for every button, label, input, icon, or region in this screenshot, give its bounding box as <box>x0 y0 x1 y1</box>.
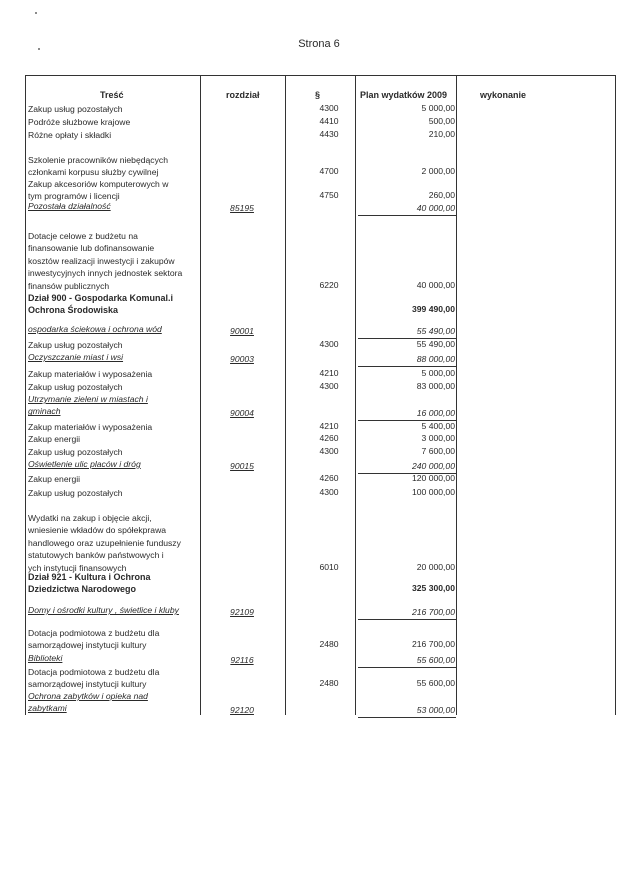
row-description-line: Zakup energii <box>28 434 81 444</box>
row-description-line: ych instytucji finansowych <box>28 562 127 573</box>
col-divider <box>25 75 26 715</box>
row-description-line: tym programów i licencji <box>28 191 120 202</box>
row-plan-value: 216 700,00 <box>411 639 455 650</box>
row-description-line: Zakup usług pozostałych <box>28 382 123 392</box>
row-plan-value: 55 490,00 <box>416 326 455 336</box>
row-plan-value: 88 000,00 <box>416 354 455 364</box>
speck <box>38 48 40 50</box>
row-description-line: handlowego oraz uzupełnienie funduszy <box>28 537 181 548</box>
row-rozdzial: 90015 <box>230 461 254 471</box>
col-header-paragraf: § <box>315 90 321 100</box>
col-header-rozdzial: rozdział <box>226 90 260 100</box>
row-description-line: Dotacje celowe z budżetu na <box>28 231 138 241</box>
row-plan-value: 2 000,00 <box>421 166 455 177</box>
row-plan-value: 7 600,00 <box>421 446 455 456</box>
row-paragraf: 2480 <box>319 678 339 689</box>
row-description-line: Ochrona zabytków i opieka nad <box>28 691 148 701</box>
row-paragraf: 4210 <box>319 421 339 431</box>
row-description-line: Zakup akcesoriów komputerowych w <box>28 179 169 189</box>
row-plan-value: 16 000,00 <box>416 408 455 419</box>
row-description-line: Podróże służbowe krajowe <box>28 117 131 127</box>
row-plan-value: 55 600,00 <box>416 655 455 665</box>
col-divider <box>456 75 457 715</box>
row-description-line: Biblioteki <box>28 653 63 663</box>
row-description-line: inwestycyjnych innych jednostek sektora <box>28 268 183 279</box>
row-paragraf: 4300 <box>319 103 339 113</box>
row-description-line: Zakup usług pozostałych <box>28 488 123 498</box>
row-plan-value: 260,00 <box>428 190 455 201</box>
row-description-line: Zakup materiałów i wyposażenia <box>28 422 153 432</box>
col-header-plan: Plan wydatków 2009 <box>360 90 448 100</box>
row-description-line: Utrzymanie zieleni w miastach i <box>28 394 148 404</box>
row-plan-value: 20 000,00 <box>416 561 455 572</box>
row-description-line: gminach <box>28 406 61 417</box>
subtotal-underline <box>358 366 456 367</box>
row-plan-value: 83 000,00 <box>416 381 455 391</box>
row-description-line: Dziedzictwa Narodowego <box>28 584 137 595</box>
row-description-line: Pozostała działalność <box>28 201 111 211</box>
row-description-line: Zakup usług pozostałych <box>28 447 123 457</box>
row-description-line: Dotacja podmiotowa z budżetu dla <box>28 628 160 638</box>
row-description-line: finansów publicznych <box>28 280 110 291</box>
row-paragraf: 6010 <box>319 561 339 572</box>
speck <box>35 12 37 14</box>
row-description-line: samorządowej instytucji kultury <box>28 679 147 690</box>
row-description-line: samorządowej instytucji kultury <box>28 640 147 651</box>
row-description-line: Zakup usług pozostałych <box>28 104 123 114</box>
row-paragraf: 4210 <box>319 368 339 378</box>
row-paragraf: 4300 <box>319 487 339 497</box>
row-paragraf: 2480 <box>319 639 339 650</box>
row-description-line: Dział 900 - Gospodarka Komunal.i <box>28 293 174 303</box>
row-paragraf: 4260 <box>319 433 339 443</box>
row-rozdzial: 92116 <box>230 655 254 665</box>
row-plan-value: 55 490,00 <box>416 339 455 349</box>
col-divider <box>615 75 616 715</box>
col-divider <box>285 75 286 715</box>
row-plan-value: 500,00 <box>428 116 455 126</box>
row-description-line: wniesienie wkładów do spółekprawa <box>28 525 167 536</box>
row-plan-value: 100 000,00 <box>411 487 455 497</box>
row-description-line: Zakup energii <box>28 474 81 484</box>
row-description-line: Oczyszczanie miast i wsi <box>28 352 124 362</box>
row-plan-value: 210,00 <box>428 129 455 139</box>
row-rozdzial: 92109 <box>230 607 254 617</box>
row-paragraf: 4300 <box>319 381 339 391</box>
subtotal-underline <box>358 215 456 216</box>
row-description-line: ospodarka ściekowa i ochrona wód <box>28 324 162 334</box>
row-rozdzial: 85195 <box>230 203 254 213</box>
row-plan-value: 5 400,00 <box>421 421 455 431</box>
row-paragraf: 4300 <box>319 446 339 456</box>
subtotal-underline <box>358 667 456 668</box>
row-rozdzial: 92120 <box>230 705 254 716</box>
row-plan-value: 5 000,00 <box>421 103 455 113</box>
row-plan-value: 53 000,00 <box>416 705 455 716</box>
row-rozdzial: 90004 <box>230 408 254 419</box>
row-paragraf: 4260 <box>319 473 339 483</box>
subtotal-underline <box>358 619 456 620</box>
row-plan-value: 5 000,00 <box>421 368 455 378</box>
row-plan-value: 40 000,00 <box>416 203 455 213</box>
row-plan-value: 3 000,00 <box>421 433 455 443</box>
row-description-line: finansowanie lub dofinansowanie <box>28 243 155 254</box>
row-plan-value: 399 490,00 <box>411 304 455 315</box>
row-description-line: Wydatki na zakup i objęcie akcji, <box>28 513 152 523</box>
row-description-line: członkami korpusu służby cywilnej <box>28 167 159 178</box>
row-paragraf: 4430 <box>319 129 339 139</box>
row-paragraf: 6220 <box>319 279 339 290</box>
row-paragraf: 4300 <box>319 339 339 349</box>
row-paragraf: 4410 <box>319 116 339 126</box>
table-top-border <box>25 75 615 76</box>
subtotal-underline <box>358 717 456 718</box>
row-description-line: Ochrona Środowiska <box>28 305 119 316</box>
row-plan-value: 120 000,00 <box>411 473 455 483</box>
row-description-line: Zakup materiałów i wyposażenia <box>28 369 153 379</box>
row-description-line: Różne opłaty i składki <box>28 130 112 140</box>
row-plan-value: 216 700,00 <box>411 607 455 617</box>
row-rozdzial: 90003 <box>230 354 254 364</box>
row-description-line: Domy i ośrodki kultury , świetlice i kluby <box>28 605 179 615</box>
row-description-line: Dział 921 - Kultura i Ochrona <box>28 572 151 582</box>
row-description-line: Zakup usług pozostałych <box>28 340 123 350</box>
row-plan-value: 240 000,00 <box>411 461 455 471</box>
row-description-line: zabytkami <box>28 703 67 714</box>
row-description-line: Szkolenie pracowników niebędących <box>28 155 168 165</box>
col-divider <box>200 75 201 715</box>
row-description-line: kosztów realizacji inwestycji i zakupów <box>28 255 175 266</box>
row-paragraf: 4700 <box>319 166 339 177</box>
row-plan-value: 40 000,00 <box>416 279 455 290</box>
col-header-tresc: Treść <box>100 90 124 100</box>
row-plan-value: 55 600,00 <box>416 678 455 689</box>
col-header-wykonanie: wykonanie <box>480 90 527 100</box>
row-description-line: statutowych banków państwowych i <box>28 550 164 561</box>
row-paragraf: 4750 <box>319 190 339 201</box>
row-plan-value: 325 300,00 <box>411 583 455 594</box>
row-rozdzial: 90001 <box>230 326 254 336</box>
row-description-line: Dotacja podmiotowa z budżetu dla <box>28 667 160 677</box>
row-description-line: Oświetlenie ulic placów i dróg <box>28 459 141 469</box>
page-header: Strona 6 <box>298 38 340 50</box>
